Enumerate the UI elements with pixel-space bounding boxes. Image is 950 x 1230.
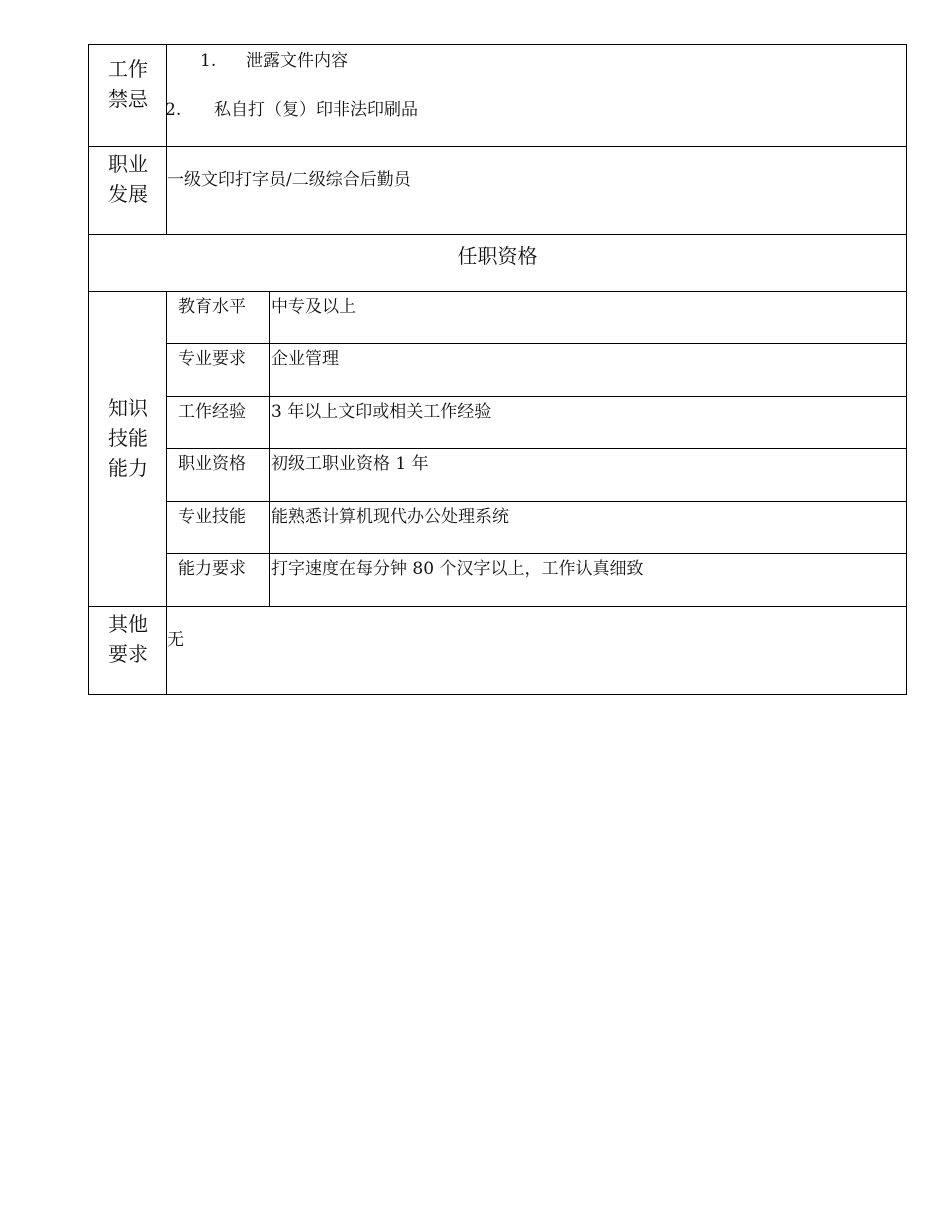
qualification-label: 专业要求: [178, 349, 246, 369]
row-divider: [89, 146, 906, 147]
row-divider: [89, 606, 906, 607]
other-requirements-label: [89, 609, 167, 669]
qualification-value: 中专及以上: [271, 297, 356, 317]
qualification-label: 教育水平: [178, 297, 246, 317]
qualification-label: 工作经验: [178, 402, 246, 422]
job-requirements-table: [88, 44, 907, 695]
label-text: 其他要求: [108, 612, 148, 666]
row-divider: [89, 291, 906, 292]
row-divider: [166, 501, 906, 502]
label-text: 职业发展: [108, 152, 148, 206]
column-divider: [269, 291, 270, 606]
prohibition-item: 泄露文件内容: [246, 51, 348, 71]
row-divider: [166, 553, 906, 554]
label-text: 知识技能能力: [108, 396, 148, 480]
prohibition-number: 2.: [165, 100, 182, 120]
knowledge-skills-label: [89, 393, 167, 483]
qualification-label: 能力要求: [178, 559, 246, 579]
other-requirements-value: 无: [167, 630, 184, 650]
career-development-value: 一级文印打字员/二级综合后勤员: [167, 170, 411, 190]
qualification-value: 企业管理: [271, 349, 339, 369]
qualification-label: 职业资格: [178, 454, 246, 474]
prohibition-item: 私自打（复）印非法印刷品: [214, 100, 418, 120]
work-prohibitions-label: [89, 54, 167, 114]
row-divider: [166, 396, 906, 397]
row-divider: [89, 234, 906, 235]
prohibition-number: 1.: [200, 51, 217, 71]
row-divider: [166, 343, 906, 344]
qualification-value: 能熟悉计算机现代办公处理系统: [271, 507, 509, 527]
qualification-value: 3 年以上文印或相关工作经验: [271, 402, 492, 422]
qualification-value: 打字速度在每分钟 80 个汉字以上，工作认真细致: [271, 559, 644, 579]
career-development-label: [89, 149, 167, 209]
qualification-label: 专业技能: [178, 507, 246, 527]
row-divider: [166, 448, 906, 449]
label-text: 工作禁忌: [108, 57, 148, 111]
qualification-value: 初级工职业资格 1 年: [271, 454, 429, 474]
qualifications-header: 任职资格: [457, 244, 538, 268]
